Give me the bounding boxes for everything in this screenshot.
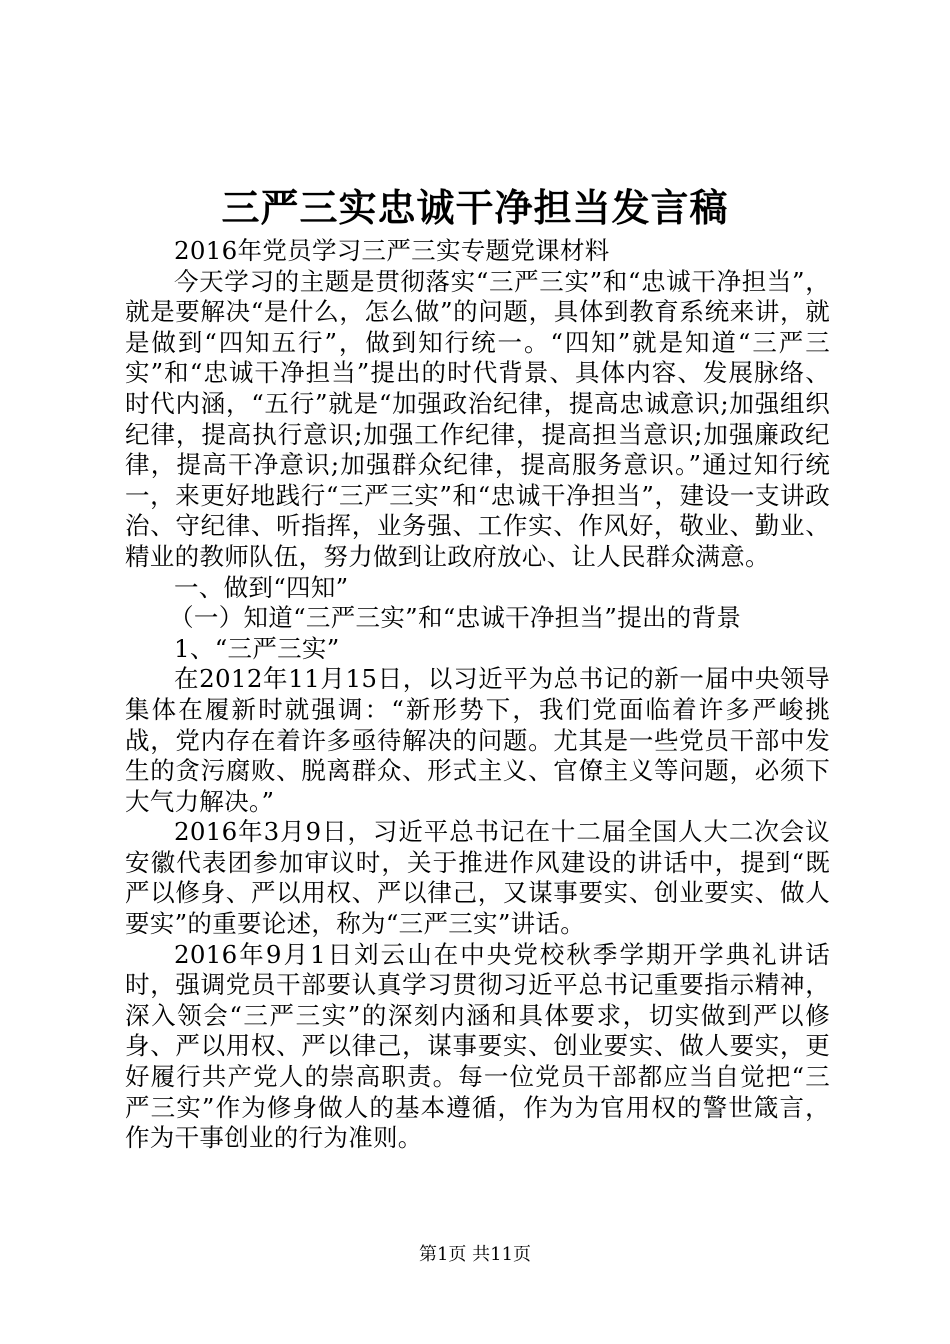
body-paragraph: 2016年3月9日，习近平总书记在十二届全国人大二次会议安徽代表团参加审议时，关于推进作风建设的讲话中，提到“既严以修身、严以用权、严以律己，又谋事要实、创业要实、做人要实”的重要论述，称为“三严三实”讲话。 xyxy=(125,817,831,939)
section-heading: 一、做到“四知” xyxy=(174,572,349,602)
subtitle-paragraph: 2016年党员学习三严三实专题党课材料 xyxy=(174,236,610,265)
intro-paragraph: 今天学习的主题是贯彻落实“三严三实”和“忠诚干净担当”，就是要解决“是什么，怎么做”的问题，具体到教育系统来讲，就是做到“四知五行”，做到知行统一。“四知”就是知道“三严三实”和“忠诚干净担当”提出的时代背景、具体内容、发展脉络、时代内涵，“五行”就是“加强政治纪律，提高忠诚意识;加强组织纪律，提高执行意识;加强工作纪律，提高担当意识;加强廉政纪律，提高干净意识;加强群众纪律，提高服务意识。”通过知行统一，来更好地践行“三严三实”和“忠诚干净担当”，建设一支讲政治、守纪律、听指挥，业务强、工作实、作风好，敬业、勤业、精业的教师队伍，努力做到让政府放心、让人民群众满意。 xyxy=(125,266,830,571)
body-paragraph: 2016年9月1日刘云山在中央党校秋季学期开学典礼讲话时，强调党员干部要认真学习贯彻习近平总书记重要指示精神，深入领会“三严三实”的深刻内涵和具体要求，切实做到严以修身、严以用权、严以律己，谋事要实、创业要实、做人要实，更好履行共产党人的崇高职责。每一位党员干部都应当自觉把“三严三实”作为修身做人的基本遵循，作为为官用权的警世箴言，作为干事创业的行为准则。 xyxy=(125,939,831,1153)
document-title: 三严三实忠诚干净担当发言稿 xyxy=(221,185,729,230)
document-body xyxy=(125,236,830,1154)
item-heading: 1、“三严三实” xyxy=(174,633,340,663)
subsection-heading: （一）知道“三严三实”和“忠诚干净担当”提出的背景 xyxy=(169,603,742,633)
page-footer: 第1页 共11页 xyxy=(418,1244,532,1265)
body-paragraph: 在2012年11月15日，以习近平为总书记的新一届中央领导集体在履新时就强调：“新形势下，我们党面临着许多严峻挑战，党内存在着许多亟待解决的问题。尤其是一些党员干部中发生的贪污腐败、脱离群众、形式主义、官僚主义等问题，必须下大气力解决。” xyxy=(125,664,830,816)
